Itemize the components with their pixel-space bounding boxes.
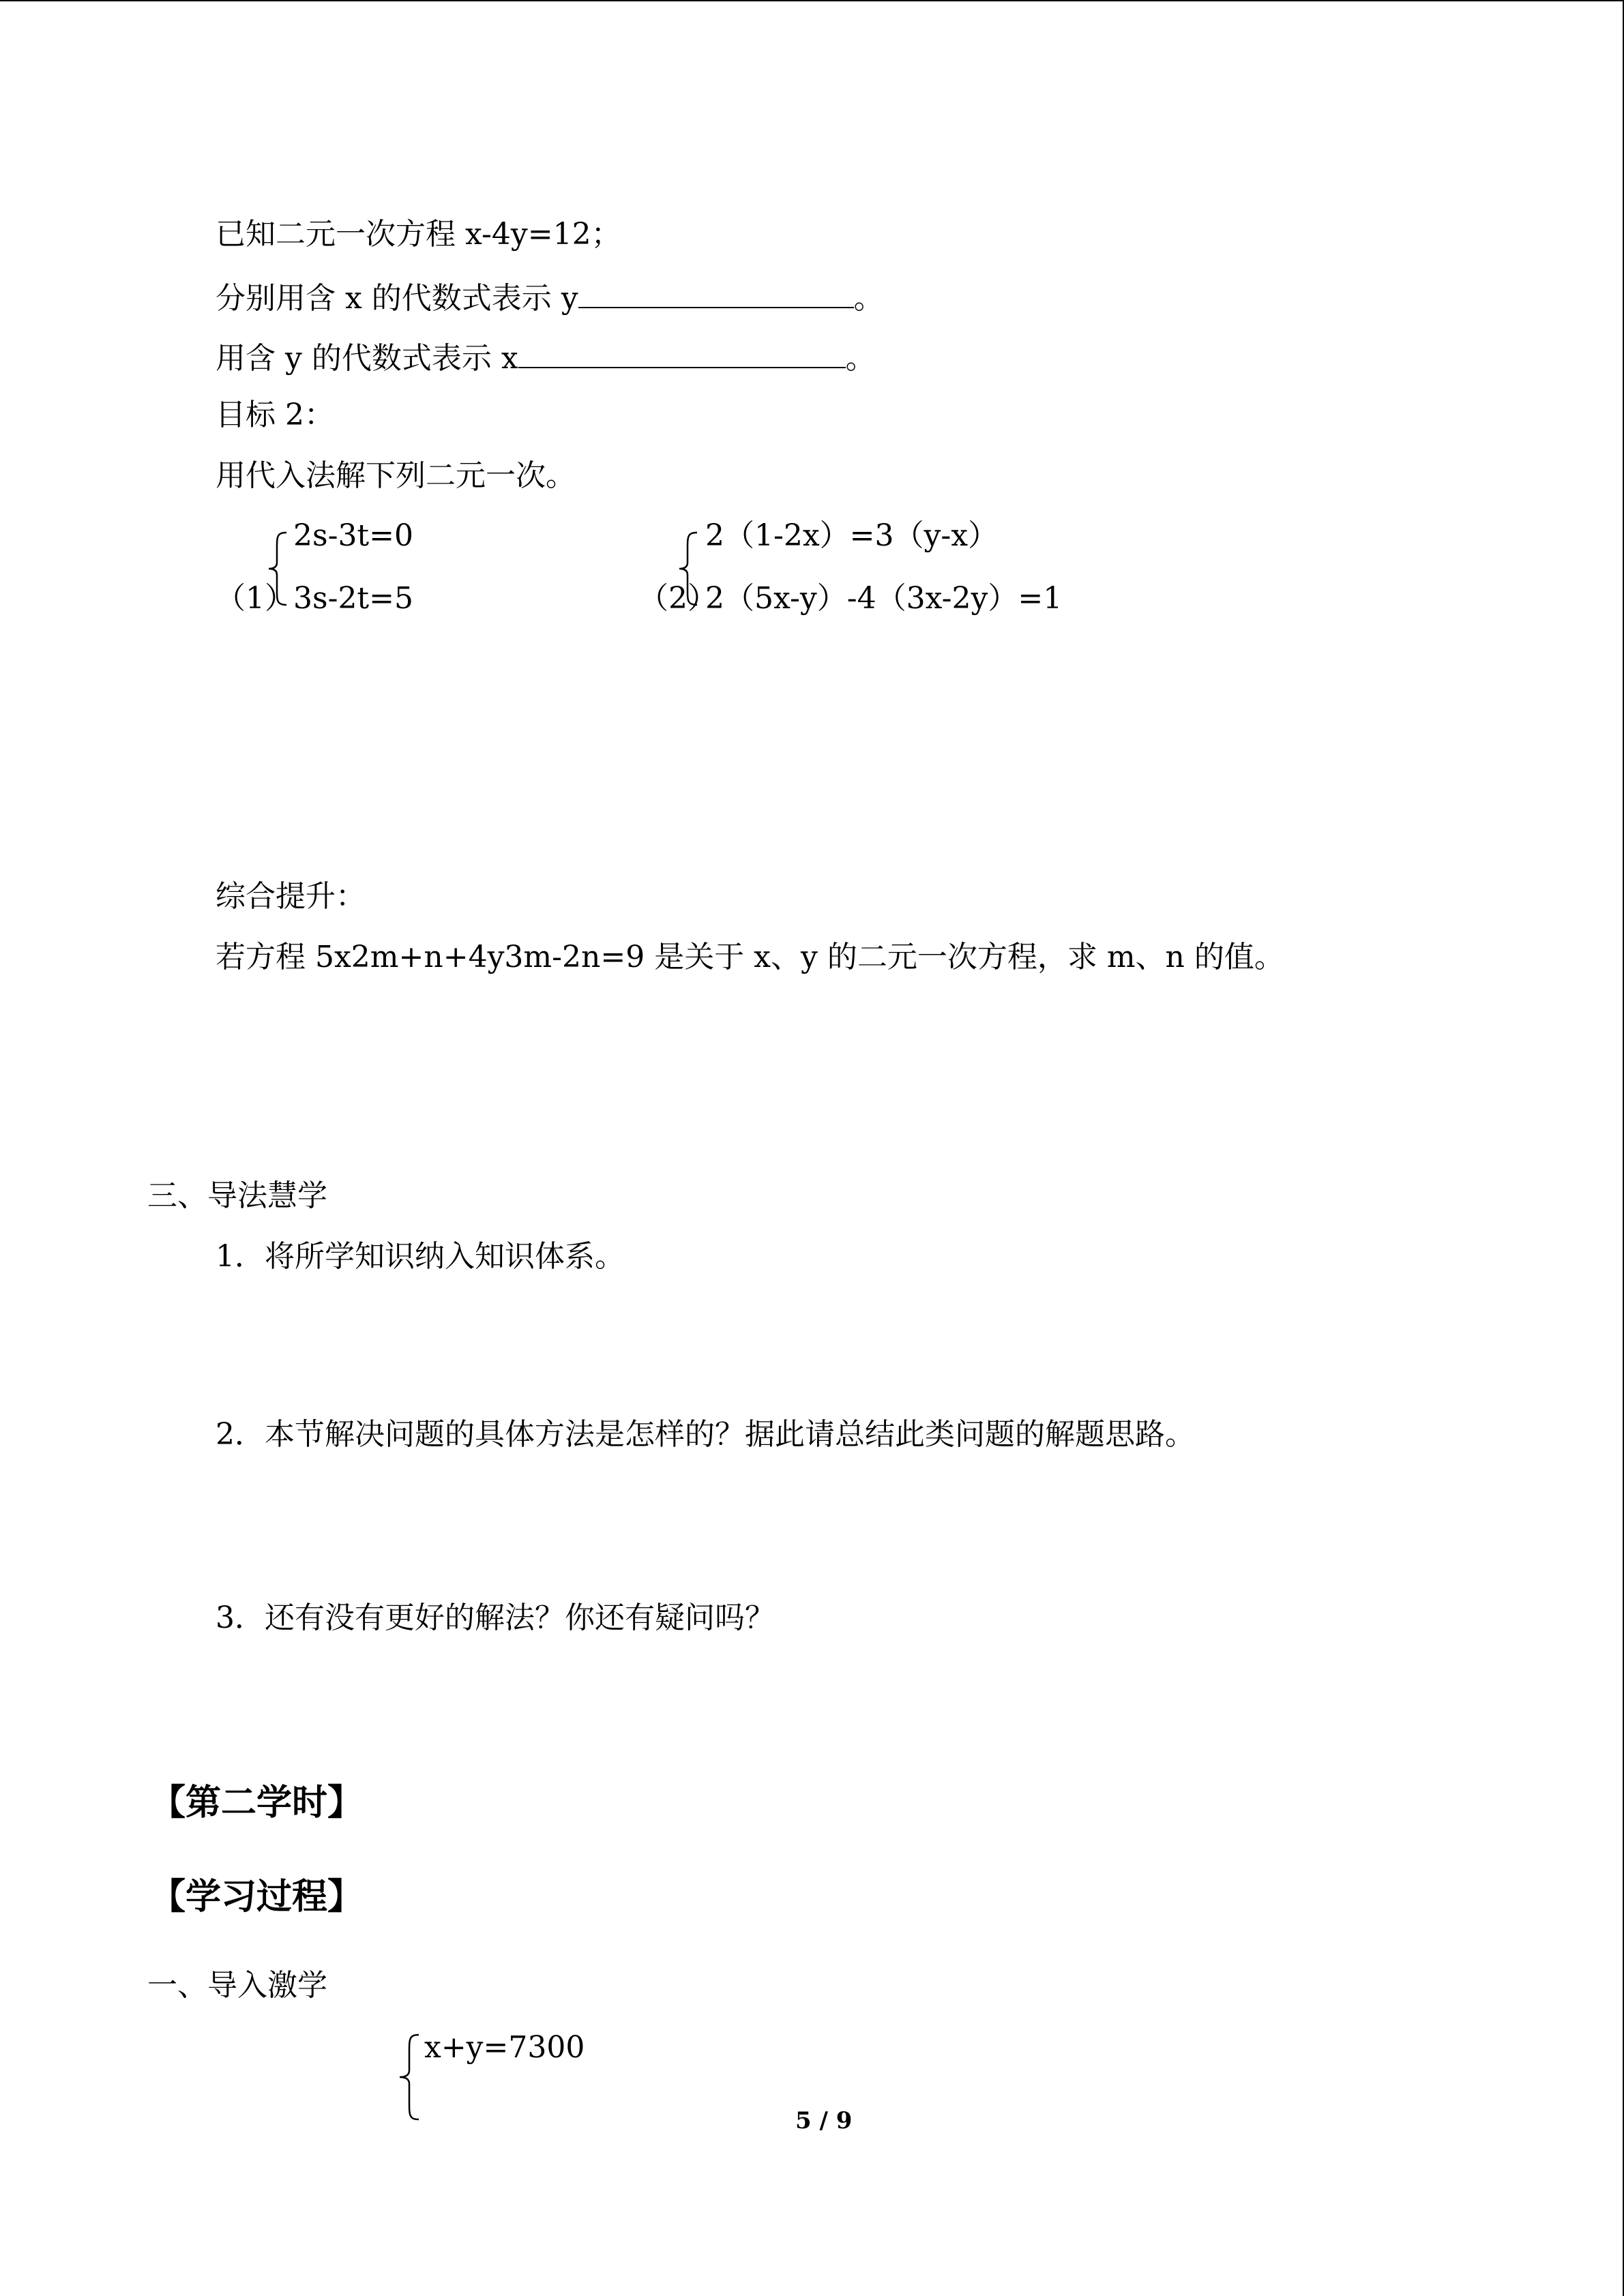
system-1-label: （1） bbox=[216, 581, 295, 616]
express-y-text: 分别用含 x 的代数式表示 y bbox=[216, 281, 578, 316]
known-equation-line: 已知二元一次方程 x-4y=12； bbox=[216, 217, 621, 252]
express-x-line bbox=[216, 337, 876, 378]
system-1-equation-2: 3s-2t=5 bbox=[293, 581, 413, 616]
system-1-brace-icon bbox=[265, 528, 293, 609]
express-y-blank[interactable] bbox=[578, 277, 854, 308]
guidance-item-1: 1．将所学知识纳入知识体系。 bbox=[216, 1239, 625, 1274]
system-2-equation-1: 2（1-2x）=3（y-x） bbox=[705, 518, 999, 553]
page-number: 5 / 9 bbox=[795, 2107, 853, 2134]
learning-process-title: 【学习过程】 bbox=[150, 1877, 364, 1918]
system-2-label: （2） bbox=[638, 581, 718, 616]
comprehensive-heading: 综合提升： bbox=[216, 879, 366, 914]
express-y-suffix: 。 bbox=[853, 281, 884, 316]
second-period-title: 【第二学时】 bbox=[150, 1783, 364, 1823]
goal-2-label: 目标 2： bbox=[216, 398, 334, 432]
express-x-suffix: 。 bbox=[845, 341, 876, 376]
guidance-item-2: 2．本节解决问题的具体方法是怎样的？据此请总结此类问题的解题思路。 bbox=[216, 1417, 1195, 1452]
system-1-equation-1: 2s-3t=0 bbox=[293, 518, 413, 553]
intro-system-equation-1: x+y=7300 bbox=[424, 2030, 585, 2065]
guidance-heading: 三、导法慧学 bbox=[147, 1178, 327, 1213]
express-y-line bbox=[216, 277, 884, 318]
substitution-instruction: 用代入法解下列二元一次。 bbox=[216, 458, 576, 493]
express-x-text: 用含 y 的代数式表示 x bbox=[216, 341, 518, 376]
comprehensive-problem: 若方程 5x2m+n+4y3m-2n=9 是关于 x、y 的二元一次方程，求 m、n 的值。 bbox=[216, 940, 1284, 974]
intro-heading: 一、导入激学 bbox=[147, 1968, 327, 2003]
system-2-equation-2: 2（5x-y）-4（3x-2y）=1 bbox=[705, 581, 1063, 616]
system-2-brace-icon bbox=[675, 528, 704, 609]
intro-system-brace-icon bbox=[394, 2031, 423, 2123]
express-x-blank[interactable] bbox=[518, 337, 846, 368]
guidance-item-3: 3．还有没有更好的解法？你还有疑问吗？ bbox=[216, 1600, 775, 1635]
